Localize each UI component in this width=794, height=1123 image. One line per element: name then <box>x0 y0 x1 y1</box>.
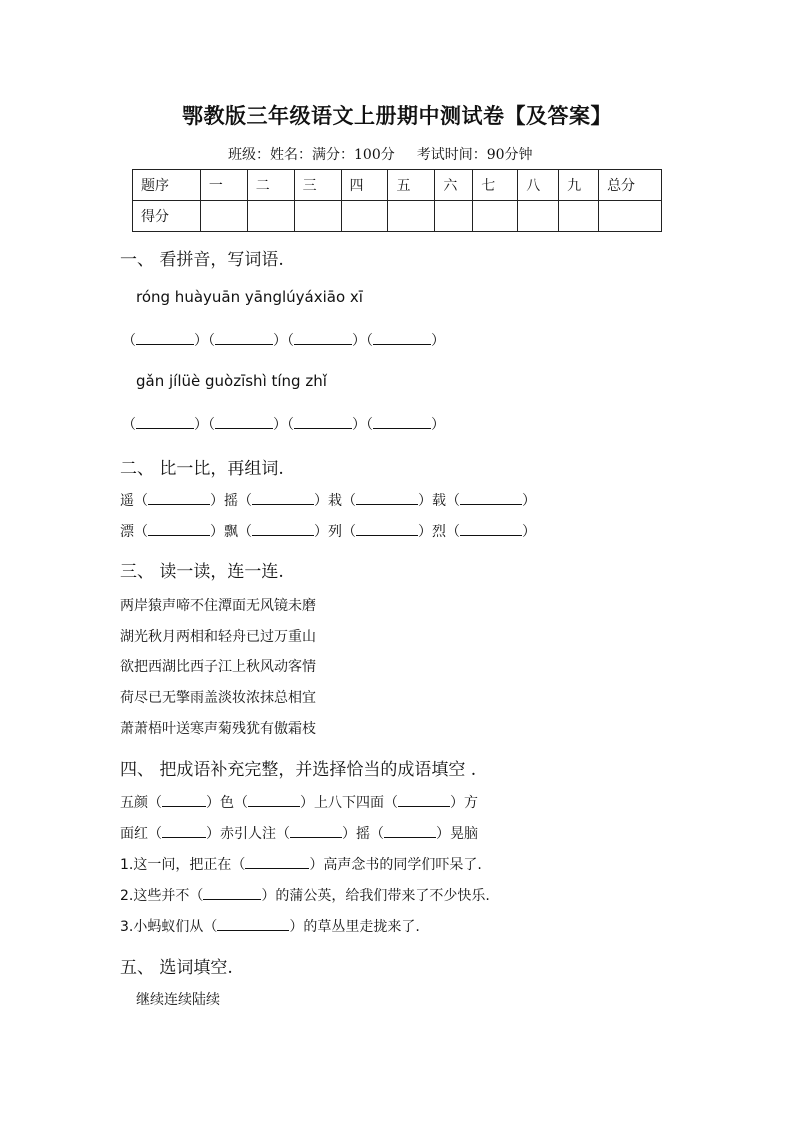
score-cell <box>599 201 662 232</box>
score-table-header-cell: 九 <box>559 170 599 201</box>
section-1-answer-row-2: （ ）（ ）（ ）（ ） <box>122 417 445 433</box>
section-5-heading: 五、 选词填空. <box>120 958 233 978</box>
score-table-header-row <box>133 170 662 201</box>
score-table-header-cell: 六 <box>435 170 473 201</box>
section-2-char: 漂 <box>120 524 134 540</box>
fill-question-1: 1.这一问，把正在（ ）高声念书的同学们吓呆了. <box>120 857 482 873</box>
section-2-row-2: 漂（ ）飘（ ）列（ ）烈（ ） <box>120 524 536 540</box>
question-text: 的蒲公英，给我们带来了不少快乐. <box>275 888 490 904</box>
idiom-part: 晃脑 <box>450 826 478 842</box>
idiom-part: 方 <box>464 795 478 811</box>
score-table-row-label: 得分 <box>133 201 201 232</box>
score-table-header-cell: 二 <box>247 170 294 201</box>
idiom-part: 上八下四面 <box>314 795 384 811</box>
score-table-header-cell: 题序 <box>133 170 201 201</box>
word-choices: 继续连续陆续 <box>136 992 220 1008</box>
section-2-char: 载 <box>432 493 446 509</box>
idiom-row-2: 面红（ ）赤引人注（ ）摇（ ）晃脑 <box>120 826 478 842</box>
score-cell <box>247 201 294 232</box>
score-table-header-cell: 七 <box>473 170 518 201</box>
section-2-heading: 二、 比一比，再组词. <box>120 459 284 479</box>
section-1-answer-row-1: （ ）（ ）（ ）（ ） <box>122 333 445 349</box>
idiom-part: 五颜 <box>120 795 148 811</box>
score-table-header-cell: 一 <box>200 170 247 201</box>
question-text: 2.这些并不 <box>120 888 190 904</box>
score-cell <box>559 201 599 232</box>
poem-line: 两岸猿声啼不住潭面无风镜未磨 <box>120 598 316 614</box>
section-4-heading: 四、 把成语补充完整，并选择恰当的成语填空 . <box>120 760 477 780</box>
question-text: 的草丛里走拢来了. <box>303 919 420 935</box>
section-2-char: 遥 <box>120 493 134 509</box>
score-table-header-cell: 三 <box>294 170 341 201</box>
poem-line: 湖光秋月两相和轻舟已过万重山 <box>120 629 316 645</box>
score-cell <box>200 201 247 232</box>
section-1-heading: 一、 看拼音，写词语. <box>120 250 284 270</box>
poem-line: 欲把西湖比西子江上秋风动客情 <box>120 659 316 675</box>
question-text: 高声念书的同学们吓呆了. <box>323 857 482 873</box>
score-cell <box>518 201 559 232</box>
section-2-char: 列 <box>328 524 342 540</box>
question-text: 1.这一问，把正在 <box>120 857 232 873</box>
score-table-header-cell: 五 <box>388 170 435 201</box>
exam-info <box>228 144 533 164</box>
section-2-row-1: 遥（ ）摇（ ）栽（ ）载（ ） <box>120 493 536 509</box>
fill-question-2: 2.这些并不（ ）的蒲公英，给我们带来了不少快乐. <box>120 888 490 904</box>
score-table-header-cell: 八 <box>518 170 559 201</box>
poem-line: 荷尽已无擎雨盖淡妆浓抹总相宜 <box>120 690 316 706</box>
score-cell <box>294 201 341 232</box>
section-2-char: 烈 <box>432 524 446 540</box>
idiom-row-1: 五颜（ ）色（ ）上八下四面（ ）方 <box>120 795 478 811</box>
idiom-part: 赤引人注 <box>220 826 276 842</box>
section-3-heading: 三、 读一读，连一连. <box>120 562 284 582</box>
score-cell <box>341 201 388 232</box>
score-cell <box>435 201 473 232</box>
section-1-pinyin-2: gǎn jílüè guòzīshì tíng zhǐ <box>136 372 327 390</box>
score-table <box>132 169 662 232</box>
section-2-char: 摇 <box>224 493 238 509</box>
exam-info-right: 考试时间：90分钟 <box>416 147 533 163</box>
score-table-header-cell: 总分 <box>599 170 662 201</box>
score-cell <box>473 201 518 232</box>
idiom-part: 面红 <box>120 826 148 842</box>
score-table-header-cell: 四 <box>341 170 388 201</box>
page-title: 鄂教版三年级语文上册期中测试卷【及答案】 <box>182 103 612 128</box>
score-table-score-row <box>133 201 662 232</box>
idiom-part: 摇 <box>356 826 370 842</box>
section-1-pinyin-1: róng huàyuān yānglúyáxiāo xī <box>136 288 363 306</box>
section-2-char: 飘 <box>224 524 238 540</box>
idiom-part: 色 <box>220 795 234 811</box>
question-text: 3.小蚂蚁们从 <box>120 919 204 935</box>
exam-info-left: 班级：姓名：满分：100分 <box>228 147 395 163</box>
fill-question-3: 3.小蚂蚁们从（ ）的草丛里走拢来了. <box>120 919 420 935</box>
poem-line: 萧萧梧叶送寒声菊残犹有傲霜枝 <box>120 721 316 737</box>
section-2-char: 栽 <box>328 493 342 509</box>
score-cell <box>388 201 435 232</box>
